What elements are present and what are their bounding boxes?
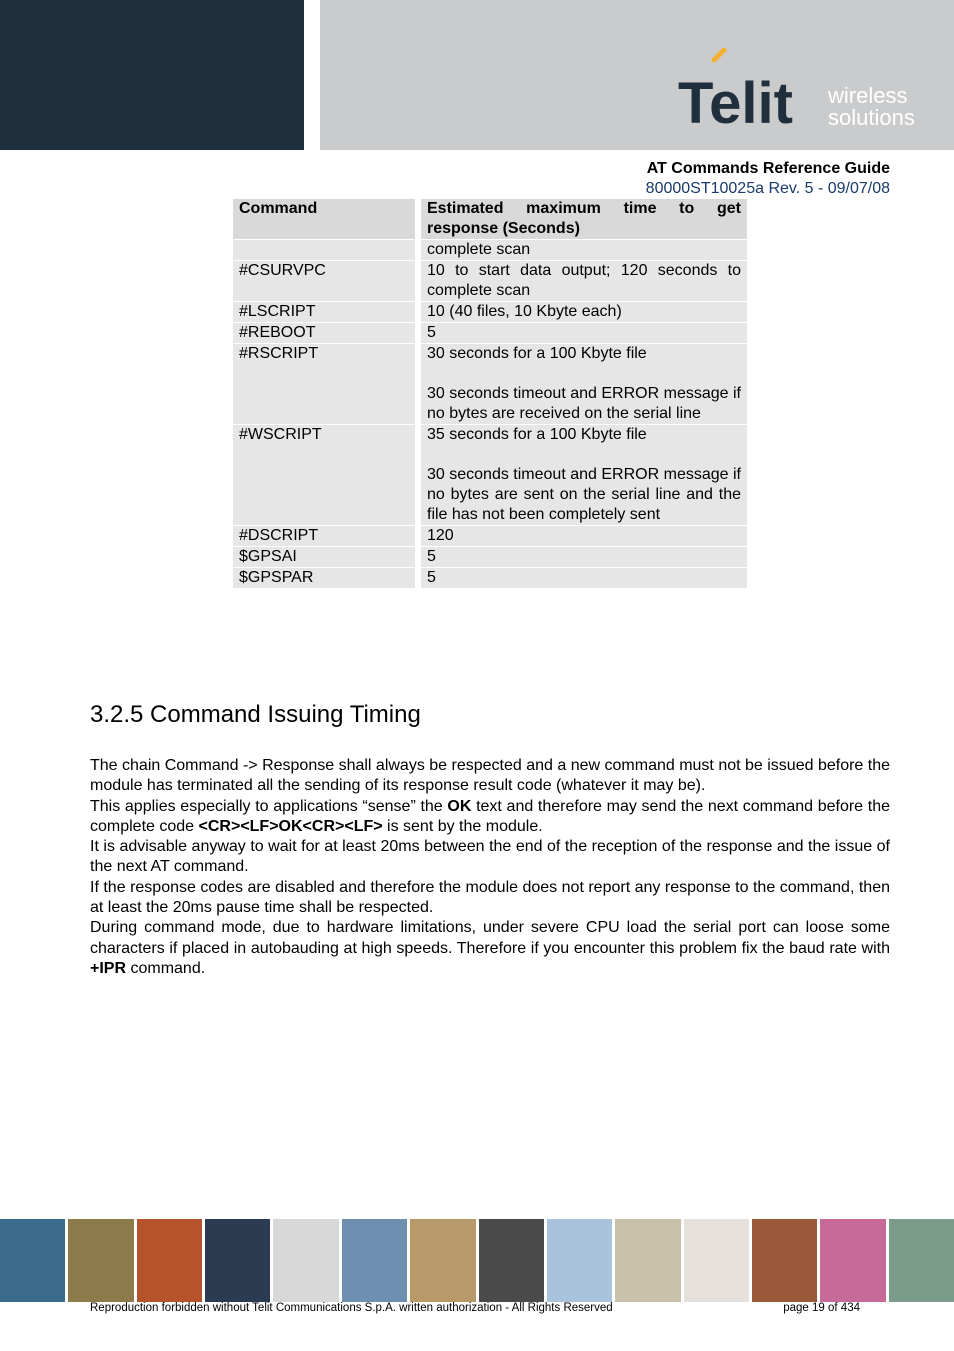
paragraph: It is advisable anyway to wait for at least 20ms between the end of the reception of the response and the issue of the next AT command. bbox=[90, 838, 890, 876]
telit-logo bbox=[676, 48, 926, 130]
cell-time: 30 seconds for a 100 Kbyte file 30 seconds timeout and ERROR message if no bytes are received on the serial line bbox=[421, 344, 747, 424]
section-body bbox=[90, 756, 890, 979]
cell-command: $GPSPAR bbox=[233, 568, 421, 588]
paragraph: The chain Command -> Response shall always be respected and a new command must not be issued before the module has terminated all the sending of its response result code (whatever it may be). bbox=[90, 757, 890, 795]
svg-text:wireless: wireless bbox=[828, 83, 908, 108]
cell-command: #CSURVPC bbox=[233, 261, 421, 301]
footer-page-number: page 19 of 434 bbox=[783, 1302, 860, 1314]
footer-photo-strip bbox=[0, 1219, 954, 1302]
svg-text:solutions: solutions bbox=[828, 105, 915, 130]
document-title: AT Commands Reference Guide bbox=[646, 160, 890, 177]
page-footer bbox=[90, 1302, 860, 1314]
footer-rights: Reproduction forbidden without Telit Communications S.p.A. written authorization - All Rights Reserved bbox=[90, 1302, 613, 1314]
cell-command: #LSCRIPT bbox=[233, 302, 421, 322]
document-title-block bbox=[646, 159, 890, 199]
cell-command: #RSCRIPT bbox=[233, 344, 421, 424]
paragraph: If the response codes are disabled and therefore the module does not report any response to the command, then at least the 20ms pause time shall be respected. bbox=[90, 878, 890, 917]
table-row bbox=[233, 240, 747, 260]
cell-time: 5 bbox=[421, 547, 747, 567]
cell-command: #DSCRIPT bbox=[233, 526, 421, 546]
cell-time: 120 bbox=[421, 526, 747, 546]
cell-time: 10 to start data output; 120 seconds to complete scan bbox=[421, 261, 747, 301]
column-header-time: Estimated maximum time to get response (Seconds) bbox=[421, 199, 747, 239]
table-row bbox=[233, 526, 747, 546]
cell-command: #REBOOT bbox=[233, 323, 421, 343]
cell-time: 5 bbox=[421, 568, 747, 588]
cell-time: 5 bbox=[421, 323, 747, 343]
cell-command: #WSCRIPT bbox=[233, 425, 421, 525]
svg-text:Telit: Telit bbox=[678, 71, 793, 130]
column-header-command: Command bbox=[233, 199, 421, 239]
cell-time: 10 (40 files, 10 Kbyte each) bbox=[421, 302, 747, 322]
table-row bbox=[233, 425, 747, 525]
table-row bbox=[233, 323, 747, 343]
header-dark-block bbox=[0, 0, 304, 150]
cell-command bbox=[233, 240, 421, 260]
cell-command: $GPSAI bbox=[233, 547, 421, 567]
cell-time: 35 seconds for a 100 Kbyte file 30 seconds timeout and ERROR message if no bytes are sent on the serial line and the file has not been completely sent bbox=[421, 425, 747, 525]
response-time-table bbox=[233, 198, 747, 589]
cell-time: complete scan bbox=[421, 240, 747, 260]
table-row bbox=[233, 344, 747, 424]
table-header-row bbox=[233, 199, 747, 239]
table-row bbox=[233, 261, 747, 301]
table-row bbox=[233, 547, 747, 567]
section-heading: 3.2.5 Command Issuing Timing bbox=[90, 701, 421, 728]
paragraph: During command mode, due to hardware limitations, under severe CPU load the serial port can loose some characters if placed in autobauding at high speeds. Therefore if you encounter this problem fix the baud rate with +IPR command. bbox=[90, 919, 890, 977]
document-revision: 80000ST10025a Rev. 5 - 09/07/08 bbox=[645, 180, 890, 197]
paragraph: This applies especially to applications “sense” the OK text and therefore may send the next command before the complete code <CR><LF>OK<CR><LF> is sent by the module. bbox=[90, 797, 890, 835]
table-row bbox=[233, 568, 747, 588]
table-row bbox=[233, 302, 747, 322]
